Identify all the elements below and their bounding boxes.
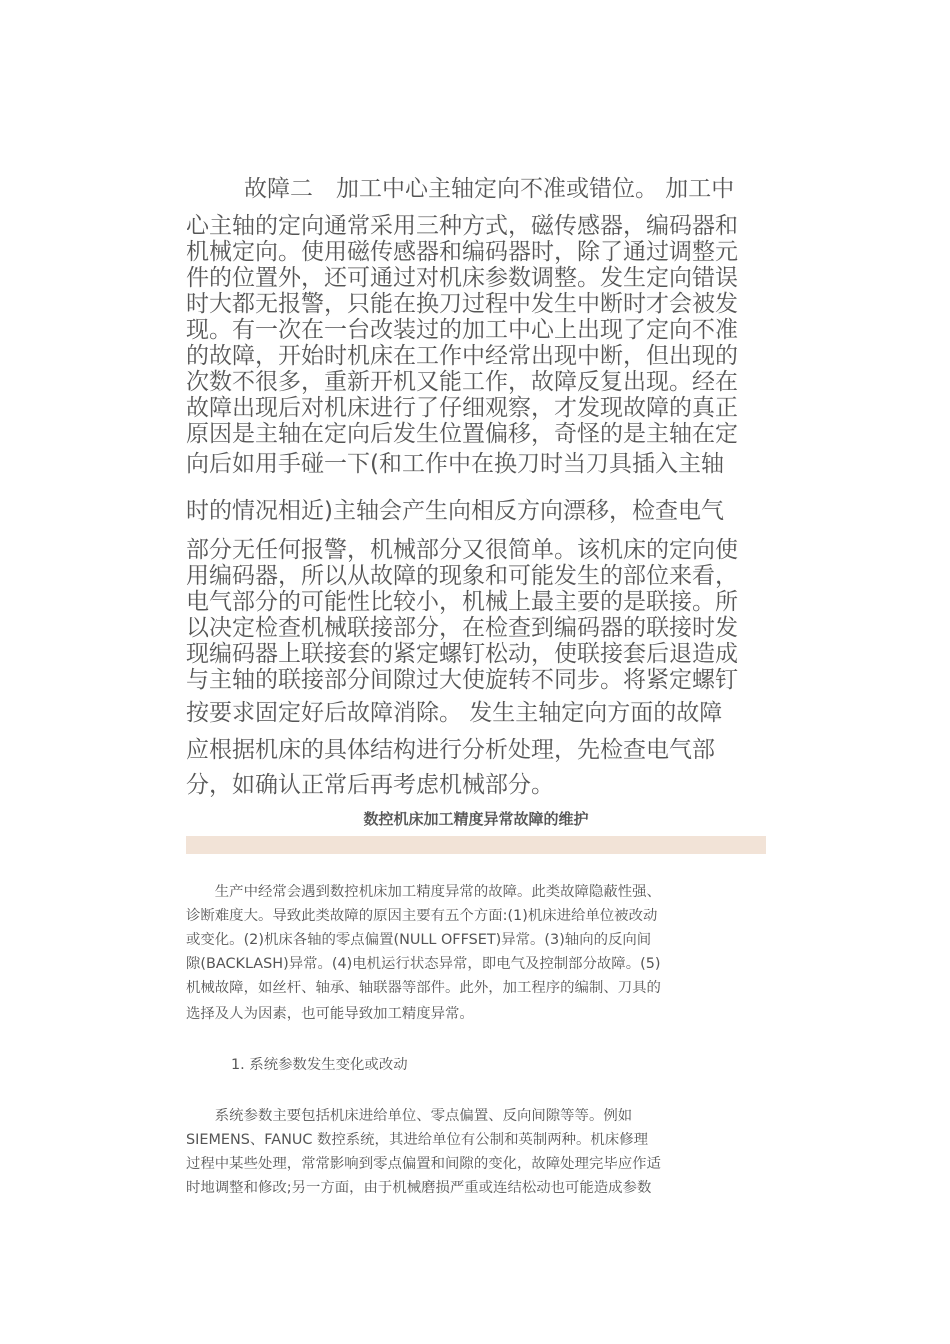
paragraph-line: 时的情况相近)主轴会产生向相反方向漂移，检查电气 [186,498,724,524]
intro-line: 隙(BACKLASH)异常。(4)电机运行状态异常，即电气及控制部分故障。(5) [186,956,661,972]
body-line: 时地调整和修改;另一方面，由于机械磨损严重或连结松动也可能造成参数 [186,1180,652,1196]
paragraph-line: 向后如用手碰一下(和工作中在换刀时当刀具插入主轴 [186,451,724,477]
body-line: 系统参数主要包括机床进给单位、零点偏置、反向间隙等等。例如 [186,1108,633,1124]
paragraph-line: 心主轴的定向通常采用三种方式，磁传感器，编码器和 [186,213,738,239]
paragraph-line: 以决定检查机械联接部分，在检查到编码器的联接时发 [186,615,738,641]
paragraph-line: 故障出现后对机床进行了仔细观察，才发现故障的真正 [186,395,738,421]
paragraph-line: 件的位置外，还可通过对机床参数调整。发生定向错误 [186,265,738,291]
paragraph-line: 部分无任何报警，机械部分又很简单。该机床的定向使 [186,537,738,563]
paragraph-line: 用编码器，所以从故障的现象和可能发生的部位来看， [186,563,738,589]
paragraph-line: 时大都无报警，只能在换刀过程中发生中断时才会被发 [186,291,738,317]
body-line: 过程中某些处理，常常影响到零点偏置和间隙的变化，故障处理完毕应作适 [186,1156,661,1172]
subheading: 1. 系统参数发生变化或改动 [231,1057,408,1073]
intro-line: 机械故障，如丝杆、轴承、轴联器等部件。此外，加工程序的编制、刀具的 [186,980,661,996]
paragraph-line: 次数不很多，重新开机又能工作，故障反复出现。经在 [186,369,738,395]
paragraph-line: 的故障，开始时机床在工作中经常出现中断，但出现的 [186,343,738,369]
paragraph-line: 分，如确认正常后再考虑机械部分。 [186,772,554,798]
intro-line: 诊断难度大。导致此类故障的原因主要有五个方面:(1)机床进给单位被改动 [186,908,658,924]
paragraph-line: 电气部分的可能性比较小，机械上最主要的是联接。所 [186,589,738,615]
body-line: SIEMENS、FANUC 数控系统，其进给单位有公制和英制两种。机床修理 [186,1132,648,1148]
paragraph-line: 应根据机床的具体结构进行分析处理，先检查电气部 [186,737,715,763]
paragraph-line: 与主轴的联接部分间隙过大使旋转不同步。将紧定螺钉 [186,667,738,693]
intro-line: 或变化。(2)机床各轴的零点偏置(NULL OFFSET)异常。(3)轴向的反向间 [186,932,652,948]
intro-line: 选择及人为因素，也可能导致加工精度异常。 [186,1006,474,1022]
title-divider-band [186,836,766,854]
paragraph-line: 原因是主轴在定向后发生位置偏移，奇怪的是主轴在定 [186,421,738,447]
section-title: 数控机床加工精度异常故障的维护 [363,810,589,828]
intro-line: 生产中经常会遇到数控机床加工精度异常的故障。此类故障隐蔽性强、 [186,884,661,900]
paragraph-line: 现。有一次在一台改装过的加工中心上出现了定向不准 [186,317,738,343]
paragraph-line: 现编码器上联接套的紧定螺钉松动，使联接套后退造成 [186,641,738,667]
paragraph-line: 机械定向。使用磁传感器和编码器时，除了通过调整元 [186,239,738,265]
paragraph-line: 按要求固定好后故障消除。 发生主轴定向方面的故障 [186,700,723,726]
paragraph-line: 故障二 加工中心主轴定向不准或错位。 加工中 [244,176,735,202]
